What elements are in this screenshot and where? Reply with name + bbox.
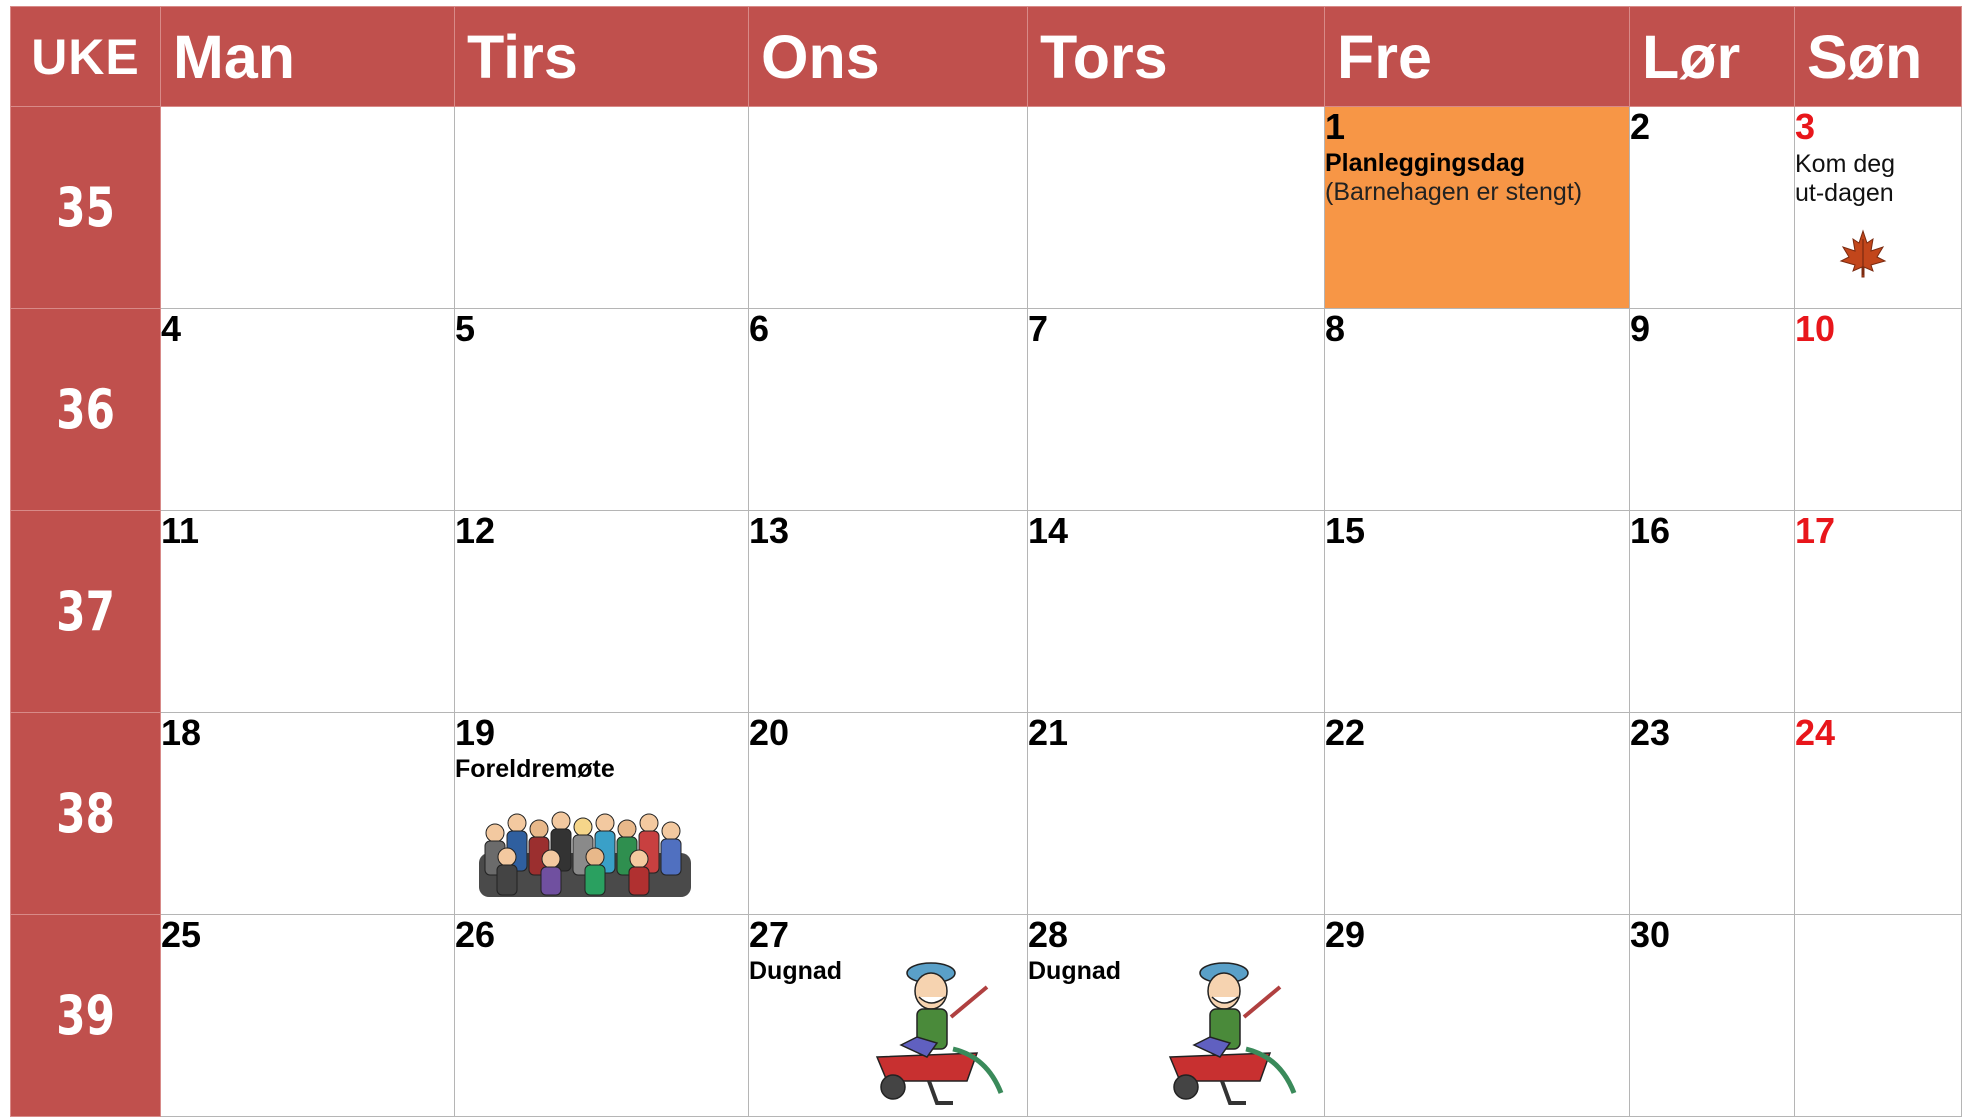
day-cell xyxy=(1325,915,1630,1117)
week-row-38 xyxy=(11,713,1962,915)
day-cell xyxy=(1325,713,1630,915)
week-row-37 xyxy=(11,511,1962,713)
day-number: 4 xyxy=(161,308,182,349)
week-row-35 xyxy=(11,107,1962,309)
day-cell xyxy=(1630,511,1795,713)
day-cell xyxy=(1795,713,1962,915)
week-number: 37 xyxy=(11,511,161,713)
day-number: 21 xyxy=(1028,712,1069,753)
day-cell-kom-deg-ut xyxy=(1795,107,1962,309)
day-cell xyxy=(455,511,749,713)
day-number: 10 xyxy=(1795,308,1836,349)
week-number: 38 xyxy=(11,713,161,915)
day-number: 28 xyxy=(1028,914,1069,955)
day-number: 14 xyxy=(1028,510,1069,551)
week-number: 36 xyxy=(11,309,161,511)
day-number: 18 xyxy=(161,712,202,753)
day-number: 24 xyxy=(1795,712,1836,753)
day-number: 23 xyxy=(1630,712,1671,753)
day-number: 15 xyxy=(1325,510,1366,551)
header-day-tors: Tors xyxy=(1028,7,1325,107)
header-uke: UKE xyxy=(11,7,161,107)
parents-meeting-crowd-image xyxy=(477,793,693,905)
day-number: 27 xyxy=(749,914,790,955)
day-number: 8 xyxy=(1325,308,1346,349)
header-day-man: Man xyxy=(161,7,455,107)
day-number: 1 xyxy=(1325,106,1346,147)
day-cell xyxy=(1630,107,1795,309)
day-cell-dugnad xyxy=(1028,915,1325,1117)
day-number: 16 xyxy=(1630,510,1671,551)
day-number: 19 xyxy=(455,712,496,753)
day-number: 25 xyxy=(161,914,202,955)
day-cell xyxy=(161,915,455,1117)
day-cell xyxy=(455,915,749,1117)
day-cell xyxy=(455,309,749,511)
day-cell xyxy=(1028,309,1325,511)
day-cell xyxy=(749,309,1028,511)
dugnad-gardener-wheelbarrow-image xyxy=(1160,957,1310,1107)
week-row-39 xyxy=(11,915,1962,1117)
week-number: 35 xyxy=(11,107,161,309)
day-number: 29 xyxy=(1325,914,1366,955)
day-cell xyxy=(1028,713,1325,915)
day-cell xyxy=(161,511,455,713)
day-cell xyxy=(1795,915,1962,1117)
day-cell xyxy=(1630,713,1795,915)
event-kom-deg-ut-line1: Kom deg xyxy=(1795,150,1896,178)
day-number: 26 xyxy=(455,914,496,955)
day-cell xyxy=(1795,511,1962,713)
header-row xyxy=(11,7,1962,107)
day-number: 6 xyxy=(749,308,770,349)
day-number: 3 xyxy=(1795,106,1816,147)
day-number: 5 xyxy=(455,308,476,349)
day-cell xyxy=(749,107,1028,309)
day-cell xyxy=(161,309,455,511)
day-cell xyxy=(161,713,455,915)
header-day-fre: Fre xyxy=(1325,7,1630,107)
day-cell xyxy=(749,713,1028,915)
day-cell xyxy=(1325,309,1630,511)
day-number: 2 xyxy=(1630,106,1651,147)
day-number: 7 xyxy=(1028,308,1049,349)
day-cell xyxy=(1028,511,1325,713)
event-closed-note: (Barnehagen er stengt) xyxy=(1325,178,1583,206)
day-number: 22 xyxy=(1325,712,1366,753)
week-row-36 xyxy=(11,309,1962,511)
day-number: 17 xyxy=(1795,510,1836,551)
day-number: 20 xyxy=(749,712,790,753)
day-cell xyxy=(1325,511,1630,713)
week-number: 39 xyxy=(11,915,161,1117)
day-number: 30 xyxy=(1630,914,1671,955)
maple-leaf-icon xyxy=(1839,229,1887,279)
day-number: 11 xyxy=(161,510,200,551)
event-dugnad: Dugnad xyxy=(1028,957,1122,985)
day-cell xyxy=(161,107,455,309)
event-planleggingsdag: Planleggingsdag xyxy=(1325,149,1526,177)
header-day-ons: Ons xyxy=(749,7,1028,107)
header-day-lor: Lør xyxy=(1630,7,1795,107)
event-foreldremote: Foreldremøte xyxy=(455,755,615,783)
day-number: 9 xyxy=(1630,308,1651,349)
day-cell-foreldremote xyxy=(455,713,749,915)
day-cell-planleggingsdag xyxy=(1325,107,1630,309)
day-cell xyxy=(1630,915,1795,1117)
event-dugnad: Dugnad xyxy=(749,957,843,985)
day-cell xyxy=(1795,309,1962,511)
header-day-son: Søn xyxy=(1795,7,1962,107)
day-cell-dugnad xyxy=(749,915,1028,1117)
header-day-tirs: Tirs xyxy=(455,7,749,107)
day-cell xyxy=(1630,309,1795,511)
day-cell xyxy=(1028,107,1325,309)
day-number: 12 xyxy=(455,510,496,551)
event-kom-deg-ut-line2: ut-dagen xyxy=(1795,179,1894,207)
day-cell xyxy=(749,511,1028,713)
dugnad-gardener-wheelbarrow-image xyxy=(867,957,1017,1107)
day-number: 13 xyxy=(749,510,790,551)
calendar-grid xyxy=(10,6,1962,1117)
day-cell xyxy=(455,107,749,309)
